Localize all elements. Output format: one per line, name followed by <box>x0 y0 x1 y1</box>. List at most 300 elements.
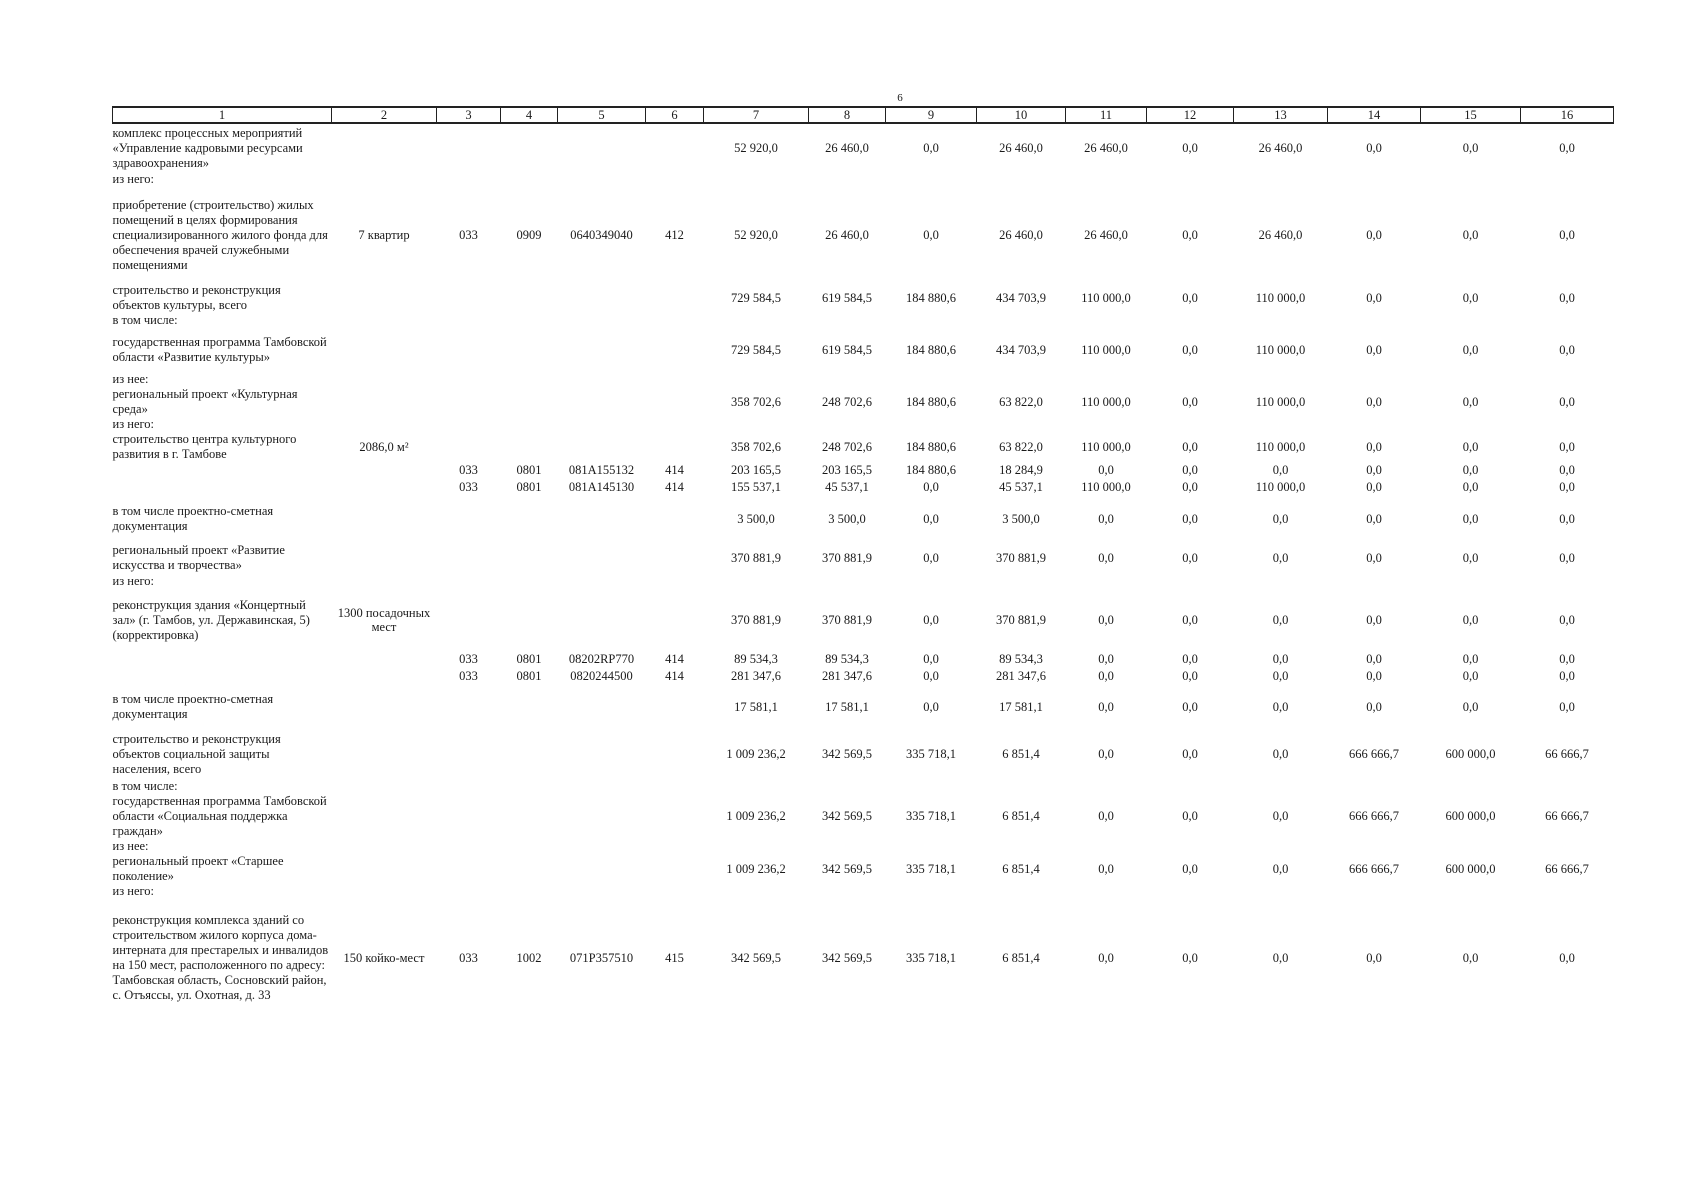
description-cell <box>113 479 332 496</box>
section-cell <box>501 794 558 839</box>
code-cell: 033 <box>459 227 478 242</box>
section-cell <box>501 854 558 884</box>
value-cell: 666 666,7 <box>1349 861 1399 876</box>
value-cell: 0,0 <box>1182 550 1198 565</box>
header-cell: 9 <box>886 107 977 123</box>
header-cell: 8 <box>809 107 886 123</box>
description-cell: строительство и реконструкция объектов социальной защиты населения, всего <box>112 731 281 776</box>
value-cell <box>1521 372 1614 387</box>
expense-type-cell: 414 <box>665 463 684 477</box>
value-cell: 0,0 <box>1366 511 1382 526</box>
value-cell: 0,0 <box>1462 950 1479 965</box>
value-cell: 0,0 <box>1462 652 1479 666</box>
value-cell <box>1421 172 1521 187</box>
value-cell <box>809 417 886 432</box>
description-cell: в том числе проектно-сметная документация <box>112 504 274 533</box>
value-cell: 0,0 <box>1559 699 1575 714</box>
value-cell: 370 881,9 <box>731 612 781 627</box>
value-cell: 0,0 <box>1182 511 1198 526</box>
value-cell: 184 880,6 <box>906 342 956 357</box>
section-cell <box>501 328 558 372</box>
value-cell <box>1521 417 1614 432</box>
value-cell <box>1521 172 1614 187</box>
value-cell <box>886 417 977 432</box>
code-cell <box>437 542 501 574</box>
capacity-cell <box>332 387 437 417</box>
value-cell: 281 347,6 <box>731 669 781 683</box>
code-cell: 033 <box>459 669 478 683</box>
table-row <box>113 328 1614 372</box>
value-cell: 600 000,0 <box>1445 861 1496 876</box>
value-cell <box>886 574 977 589</box>
value-cell <box>704 172 809 187</box>
value-cell: 26 460,0 <box>999 227 1043 242</box>
description-cell <box>113 668 332 685</box>
target-article-cell <box>558 283 646 313</box>
value-cell: 600 000,0 <box>1445 746 1496 761</box>
code-cell <box>437 589 501 651</box>
value-cell: 0,0 <box>1182 746 1198 761</box>
value-cell: 0,0 <box>1366 394 1382 409</box>
code-cell <box>437 574 501 589</box>
header-cell: 15 <box>1421 107 1521 123</box>
value-cell <box>1066 779 1147 794</box>
value-cell: 370 881,9 <box>996 550 1046 565</box>
value-cell: 0,0 <box>1182 290 1198 305</box>
value-cell: 0,0 <box>1182 652 1198 666</box>
expense-type-cell <box>646 432 704 462</box>
header-cell: 16 <box>1521 107 1614 123</box>
section-cell <box>501 542 558 574</box>
table-row <box>113 899 1614 1017</box>
table-row <box>113 574 1614 589</box>
section-cell <box>501 729 558 779</box>
value-cell <box>886 839 977 854</box>
value-cell: 0,0 <box>1182 950 1198 965</box>
value-cell: 6 851,4 <box>1002 746 1040 761</box>
value-cell: 0,0 <box>1182 342 1198 357</box>
capacity-cell <box>332 479 437 496</box>
value-cell: 434 703,9 <box>996 290 1046 305</box>
target-article-cell <box>558 432 646 462</box>
value-cell: 335 718,1 <box>906 861 956 876</box>
capacity-cell <box>332 328 437 372</box>
value-cell <box>977 372 1066 387</box>
value-cell: 184 880,6 <box>906 439 956 454</box>
value-cell <box>886 372 977 387</box>
expense-type-cell <box>646 589 704 651</box>
value-cell: 0,0 <box>1462 669 1479 683</box>
capacity-cell <box>332 839 437 854</box>
code-cell: 033 <box>459 652 478 666</box>
value-cell: 0,0 <box>1366 463 1382 477</box>
table-row <box>113 651 1614 668</box>
expense-type-cell <box>646 387 704 417</box>
value-cell: 0,0 <box>1366 439 1382 454</box>
description-cell: региональный проект «Культурная среда» <box>112 387 298 416</box>
value-cell: 17 581,1 <box>999 699 1043 714</box>
value-cell: 184 880,6 <box>906 463 956 477</box>
description-cell: региональный проект «Развитие искусства и творчества» <box>112 543 285 572</box>
description-cell <box>113 651 332 668</box>
value-cell: 0,0 <box>1182 612 1198 627</box>
value-cell: 1 009 236,2 <box>726 861 786 876</box>
code-cell <box>437 372 501 387</box>
value-cell <box>1421 574 1521 589</box>
value-cell: 0,0 <box>1272 652 1289 666</box>
section-cell: 0801 <box>516 480 542 494</box>
table-row <box>113 372 1614 387</box>
value-cell: 26 460,0 <box>1258 227 1303 242</box>
section-cell <box>501 283 558 313</box>
table-row <box>113 387 1614 417</box>
description-cell: из него: <box>112 417 155 431</box>
value-cell: 0,0 <box>1272 669 1289 683</box>
value-cell: 0,0 <box>1462 394 1479 409</box>
capacity-cell <box>332 123 437 172</box>
value-cell: 26 460,0 <box>825 140 869 155</box>
value-cell: 600 000,0 <box>1445 809 1496 823</box>
value-cell: 358 702,6 <box>731 439 781 454</box>
value-cell: 0,0 <box>1272 861 1289 876</box>
value-cell <box>704 779 809 794</box>
value-cell <box>1328 313 1421 328</box>
value-cell: 45 537,1 <box>825 480 869 494</box>
budget-table <box>112 106 1614 1017</box>
expense-type-cell: 415 <box>665 950 684 965</box>
table-row <box>113 479 1614 496</box>
value-cell <box>809 839 886 854</box>
value-cell <box>977 313 1066 328</box>
value-cell: 89 534,3 <box>825 652 869 666</box>
value-cell: 0,0 <box>1366 140 1382 155</box>
value-cell: 0,0 <box>1098 809 1114 823</box>
table-body <box>113 123 1614 1017</box>
description-cell: комплекс процессных мероприятий «Управление кадровыми ресурсами здравоохранения» <box>112 125 303 170</box>
header-cell: 14 <box>1328 107 1421 123</box>
value-cell <box>977 417 1066 432</box>
value-cell: 0,0 <box>1182 699 1198 714</box>
expense-type-cell <box>646 496 704 542</box>
header-cell: 7 <box>704 107 809 123</box>
table-row <box>113 794 1614 839</box>
value-cell: 18 284,9 <box>999 463 1043 477</box>
table-row <box>113 496 1614 542</box>
target-article-cell <box>558 589 646 651</box>
value-cell: 26 460,0 <box>825 227 869 242</box>
value-cell <box>1234 172 1328 187</box>
description-cell: реконструкция здания «Концертный зал» (г. Тамбов, ул. Державинская, 5) (корректировка) <box>112 597 310 642</box>
capacity-cell <box>332 172 437 187</box>
value-cell: 619 584,5 <box>822 342 872 357</box>
target-article-cell: 0820244500 <box>570 669 633 683</box>
value-cell: 0,0 <box>1182 140 1198 155</box>
code-cell <box>437 417 501 432</box>
value-cell <box>1521 313 1614 328</box>
description-cell: в том числе проектно-сметная документация <box>112 692 274 721</box>
value-cell <box>886 884 977 899</box>
value-cell: 0,0 <box>1272 550 1289 565</box>
capacity-cell <box>332 668 437 685</box>
target-article-cell <box>558 729 646 779</box>
value-cell: 619 584,5 <box>822 290 872 305</box>
code-cell <box>437 729 501 779</box>
value-cell: 1 009 236,2 <box>726 809 786 823</box>
value-cell <box>1328 839 1421 854</box>
capacity-cell <box>332 794 437 839</box>
section-cell <box>501 589 558 651</box>
value-cell: 0,0 <box>1366 950 1382 965</box>
value-cell: 0,0 <box>1182 480 1198 494</box>
value-cell: 0,0 <box>1559 140 1575 155</box>
table-row <box>113 187 1614 283</box>
value-cell: 0,0 <box>1366 669 1382 683</box>
value-cell <box>809 574 886 589</box>
value-cell: 0,0 <box>1462 140 1479 155</box>
value-cell: 155 537,1 <box>731 480 781 494</box>
value-cell: 110 000,0 <box>1081 480 1131 494</box>
value-cell: 52 920,0 <box>734 227 778 242</box>
value-cell: 6 851,4 <box>1002 861 1040 876</box>
code-cell: 033 <box>459 463 478 477</box>
description-cell: из нее: <box>112 372 149 386</box>
value-cell <box>1421 372 1521 387</box>
value-cell <box>1066 313 1147 328</box>
table-row <box>113 432 1614 462</box>
table-row <box>113 589 1614 651</box>
expense-type-cell <box>646 685 704 729</box>
value-cell: 0,0 <box>1366 652 1382 666</box>
table-row <box>113 729 1614 779</box>
value-cell: 3 500,0 <box>1002 511 1040 526</box>
table-row <box>113 172 1614 187</box>
value-cell: 666 666,7 <box>1349 809 1399 823</box>
target-article-cell <box>558 779 646 794</box>
value-cell: 248 702,6 <box>822 394 872 409</box>
code-cell: 033 <box>459 950 478 965</box>
value-cell: 203 165,5 <box>822 463 872 477</box>
section-cell <box>501 574 558 589</box>
value-cell: 0,0 <box>1272 746 1289 761</box>
value-cell: 0,0 <box>1462 612 1479 627</box>
table-row <box>113 839 1614 854</box>
value-cell: 0,0 <box>1098 746 1114 761</box>
value-cell: 0,0 <box>1559 669 1575 683</box>
section-cell <box>501 417 558 432</box>
header-cell: 13 <box>1234 107 1328 123</box>
header-cell: 11 <box>1066 107 1147 123</box>
value-cell: 0,0 <box>1272 511 1289 526</box>
value-cell: 342 569,5 <box>822 809 872 823</box>
target-article-cell <box>558 372 646 387</box>
target-article-cell <box>558 884 646 899</box>
target-article-cell <box>558 496 646 542</box>
header-cell: 2 <box>332 107 437 123</box>
description-cell: из нее: <box>112 839 149 853</box>
value-cell: 0,0 <box>1182 809 1198 823</box>
expense-type-cell: 412 <box>665 227 684 242</box>
value-cell: 0,0 <box>1559 480 1575 494</box>
description-cell: из него: <box>112 884 155 898</box>
section-cell <box>501 496 558 542</box>
code-cell <box>437 779 501 794</box>
value-cell: 0,0 <box>1272 809 1289 823</box>
expense-type-cell <box>646 313 704 328</box>
value-cell: 0,0 <box>1182 861 1198 876</box>
value-cell: 110 000,0 <box>1255 342 1306 357</box>
section-cell <box>501 313 558 328</box>
target-article-cell <box>558 172 646 187</box>
table-row <box>113 313 1614 328</box>
value-cell <box>1066 372 1147 387</box>
section-cell: 0801 <box>516 652 542 666</box>
capacity-cell <box>332 496 437 542</box>
capacity-cell <box>332 729 437 779</box>
value-cell <box>1328 372 1421 387</box>
value-cell <box>704 574 809 589</box>
value-cell: 0,0 <box>1462 699 1479 714</box>
value-cell <box>977 884 1066 899</box>
capacity-cell: 150 койко-мест <box>343 951 425 965</box>
value-cell: 729 584,5 <box>731 290 781 305</box>
section-cell: 1002 <box>516 950 542 965</box>
value-cell: 66 666,7 <box>1545 861 1589 876</box>
capacity-cell <box>332 283 437 313</box>
value-cell <box>1234 574 1328 589</box>
header-cell: 10 <box>977 107 1066 123</box>
expense-type-cell <box>646 123 704 172</box>
value-cell: 0,0 <box>1559 950 1575 965</box>
section-cell <box>501 372 558 387</box>
value-cell <box>1234 417 1328 432</box>
value-cell: 0,0 <box>1559 439 1575 454</box>
section-cell <box>501 432 558 462</box>
value-cell: 0,0 <box>1462 290 1479 305</box>
value-cell: 6 851,4 <box>1002 950 1040 965</box>
value-cell: 342 569,5 <box>822 861 872 876</box>
value-cell: 370 881,9 <box>731 550 781 565</box>
value-cell: 3 500,0 <box>737 511 775 526</box>
target-article-cell <box>558 123 646 172</box>
capacity-cell <box>332 651 437 668</box>
value-cell: 281 347,6 <box>996 669 1046 683</box>
value-cell <box>704 839 809 854</box>
value-cell <box>704 372 809 387</box>
section-cell <box>501 387 558 417</box>
target-article-cell <box>558 685 646 729</box>
header-cell: 12 <box>1147 107 1234 123</box>
code-cell <box>437 794 501 839</box>
value-cell: 110 000,0 <box>1081 394 1131 409</box>
table-row <box>113 283 1614 313</box>
expense-type-cell: 414 <box>665 480 684 494</box>
code-cell <box>437 328 501 372</box>
target-article-cell: 08202RP770 <box>568 652 635 666</box>
value-cell <box>886 779 977 794</box>
code-cell <box>437 283 501 313</box>
code-cell <box>437 313 501 328</box>
value-cell: 0,0 <box>1098 550 1114 565</box>
capacity-cell <box>332 574 437 589</box>
expense-type-cell <box>646 779 704 794</box>
value-cell <box>1328 779 1421 794</box>
description-cell: приобретение (строительство) жилых помещений в целях формирования специализированного жилого фонда для обеспечения врачей служебными помещениями <box>112 197 328 272</box>
expense-type-cell <box>646 884 704 899</box>
value-cell: 0,0 <box>1462 342 1479 357</box>
value-cell <box>1521 839 1614 854</box>
section-cell <box>501 779 558 794</box>
value-cell: 0,0 <box>1098 861 1114 876</box>
target-article-cell <box>558 387 646 417</box>
value-cell: 26 460,0 <box>999 140 1043 155</box>
value-cell: 89 534,3 <box>734 652 778 666</box>
section-cell <box>501 839 558 854</box>
section-cell <box>501 123 558 172</box>
capacity-cell: 2086,0 м² <box>359 440 409 454</box>
value-cell <box>1147 417 1234 432</box>
value-cell <box>977 574 1066 589</box>
value-cell: 52 920,0 <box>734 140 778 155</box>
description-cell: строительство центра культурного развития в г. Тамбове <box>112 432 297 461</box>
section-cell: 0801 <box>516 463 542 477</box>
value-cell: 370 881,9 <box>822 612 872 627</box>
value-cell: 0,0 <box>1182 463 1198 477</box>
expense-type-cell <box>646 839 704 854</box>
value-cell: 17 581,1 <box>734 699 778 714</box>
value-cell: 110 000,0 <box>1081 439 1131 454</box>
value-cell: 66 666,7 <box>1545 746 1589 761</box>
value-cell: 335 718,1 <box>906 950 956 965</box>
capacity-cell <box>332 462 437 479</box>
table-row <box>113 123 1614 172</box>
value-cell: 0,0 <box>923 612 939 627</box>
value-cell <box>704 313 809 328</box>
value-cell: 26 460,0 <box>1084 227 1128 242</box>
code-cell <box>437 432 501 462</box>
value-cell <box>1328 884 1421 899</box>
description-cell: в том числе: <box>112 313 178 327</box>
value-cell: 0,0 <box>1098 950 1114 965</box>
value-cell: 6 851,4 <box>1002 809 1040 823</box>
value-cell <box>886 313 977 328</box>
value-cell: 0,0 <box>923 699 939 714</box>
code-cell <box>437 884 501 899</box>
value-cell: 0,0 <box>1182 439 1198 454</box>
value-cell: 370 881,9 <box>996 612 1046 627</box>
expense-type-cell <box>646 372 704 387</box>
table-row <box>113 884 1614 899</box>
expense-type-cell <box>646 574 704 589</box>
value-cell: 342 569,5 <box>822 950 872 965</box>
column-number-row <box>113 107 1614 123</box>
value-cell <box>1066 839 1147 854</box>
value-cell: 0,0 <box>923 480 939 494</box>
code-cell: 033 <box>459 480 478 494</box>
value-cell: 370 881,9 <box>822 550 872 565</box>
value-cell: 0,0 <box>1182 394 1198 409</box>
value-cell <box>977 172 1066 187</box>
code-cell <box>437 839 501 854</box>
target-article-cell <box>558 794 646 839</box>
table-row <box>113 668 1614 685</box>
value-cell: 335 718,1 <box>906 746 956 761</box>
value-cell: 0,0 <box>1559 227 1575 242</box>
value-cell <box>1147 779 1234 794</box>
code-cell <box>437 685 501 729</box>
value-cell <box>1328 574 1421 589</box>
target-article-cell <box>558 313 646 328</box>
expense-type-cell <box>646 417 704 432</box>
